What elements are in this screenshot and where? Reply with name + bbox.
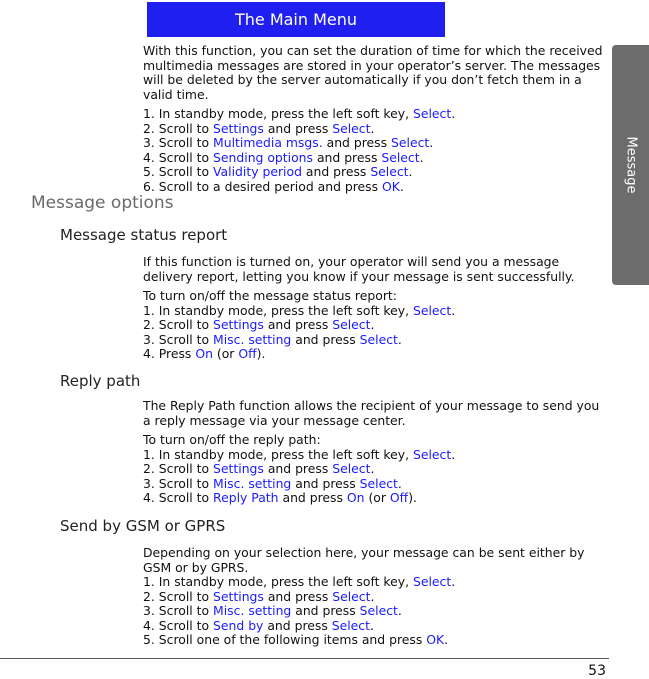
menu-keyword: Misc. setting [213, 331, 292, 347]
send-by-paragraph: Depending on your selection here, your message can be sent either by GSM or by GPRS. [143, 545, 585, 575]
menu-keyword: Select [332, 588, 371, 604]
instruction-step [143, 462, 608, 477]
step-text: 3. Scroll to [143, 475, 214, 491]
validity-block [143, 44, 608, 194]
instruction-step [143, 151, 608, 166]
status-report-intro: To turn on/off the message status report: [143, 288, 397, 303]
step-text: and press [301, 164, 371, 179]
step-text: and press [263, 120, 333, 136]
step-text: 5. Scroll one of the following items and press [143, 632, 427, 647]
step-text: 1. In standby mode, press the left soft key, [143, 446, 413, 462]
instruction-step [143, 165, 608, 180]
menu-keyword: Reply Path [213, 490, 279, 505]
validity-steps [143, 107, 608, 194]
menu-keyword: Select [332, 120, 371, 136]
menu-keyword: Select [381, 149, 420, 165]
step-text: and press [322, 135, 392, 150]
reply-path-heading: Reply path [60, 372, 141, 390]
menu-keyword: OK [382, 178, 400, 194]
menu-keyword: Select [370, 164, 409, 179]
reply-path-intro: To turn on/off the reply path: [143, 432, 321, 447]
step-text: and press [263, 617, 332, 633]
instruction-step [143, 448, 608, 463]
menu-keyword: Select [412, 106, 452, 121]
step-text: (or [364, 490, 390, 505]
menu-keyword: On [346, 490, 365, 505]
instruction-step [143, 136, 608, 151]
menu-keyword: Off [238, 346, 257, 361]
reply-path-paragraph: The Reply Path function allows the recipient of your message to send you a reply message via your message center. [143, 398, 600, 428]
step-text: 2. Scroll to [143, 461, 214, 476]
step-text: 1. In standby mode, press the left soft key, [143, 302, 413, 318]
menu-keyword: OK [426, 632, 445, 647]
menu-keyword: Settings [213, 317, 264, 332]
step-text: 3. Scroll to [143, 331, 214, 347]
instruction-step [143, 477, 608, 492]
step-text: 2. Scroll to [143, 120, 214, 136]
status-report-steps [143, 304, 608, 362]
reply-path-block [143, 399, 608, 506]
step-text: . [370, 120, 375, 136]
step-text: . [444, 632, 449, 647]
step-text: . [370, 588, 375, 604]
section-title: Message options [31, 193, 174, 213]
step-text: . [408, 164, 413, 179]
menu-keyword: Select [359, 331, 398, 347]
status-report-paragraph: If this function is turned on, your operator will send you a message delivery report, letting you know if your message is sent successfully. [143, 254, 575, 284]
menu-keyword: Settings [213, 461, 264, 476]
instruction-step [143, 491, 608, 506]
step-text: . [399, 178, 404, 194]
menu-keyword: On [195, 346, 213, 361]
step-text: 1. In standby mode, press the left soft key, [143, 574, 413, 589]
menu-keyword: Select [332, 461, 371, 476]
step-text: 6. Scroll to a desired period and press [143, 178, 383, 194]
menu-keyword: Misc. setting [213, 603, 292, 618]
step-text: and press [263, 588, 333, 604]
step-text: 3. Scroll to [143, 603, 214, 618]
menu-keyword: Select [412, 446, 452, 462]
step-text: . [451, 446, 456, 462]
instruction-step [143, 590, 608, 605]
instruction-step [143, 304, 608, 319]
step-text: . [397, 331, 402, 347]
page-header-bar [147, 2, 445, 37]
step-text: . [397, 603, 402, 618]
menu-keyword: Select [359, 603, 398, 618]
step-text: . [369, 617, 374, 633]
menu-keyword: Settings [213, 120, 264, 136]
page-number: 53 [588, 663, 606, 679]
step-text: ). [408, 490, 417, 505]
step-text: and press [263, 317, 333, 332]
step-text: 4. Scroll to [143, 149, 214, 165]
menu-keyword: Select [332, 317, 371, 332]
step-text: . [451, 106, 456, 121]
menu-keyword: Validity period [213, 164, 302, 179]
step-text: 3. Scroll to [143, 135, 214, 150]
step-text: 1. In standby mode, press the left soft key, [143, 106, 413, 121]
step-text: ). [256, 346, 266, 361]
instruction-step [143, 333, 608, 348]
step-text: and press [313, 149, 382, 165]
menu-keyword: Select [331, 617, 370, 633]
step-text: . [370, 461, 375, 476]
send-by-heading: Send by GSM or GPRS [60, 517, 226, 535]
step-text: 5. Scroll to [143, 164, 214, 179]
menu-keyword: Multimedia msgs. [213, 135, 323, 150]
menu-keyword: Select [359, 475, 398, 491]
instruction-step [143, 619, 608, 634]
menu-keyword: Select [412, 302, 452, 318]
menu-keyword: Misc. setting [213, 475, 292, 491]
chapter-side-tab-label: Message [623, 136, 638, 194]
step-text: and press [278, 490, 347, 505]
instruction-step [143, 122, 608, 137]
step-text: . [451, 302, 456, 318]
status-report-block [143, 255, 608, 362]
instruction-step [143, 180, 608, 195]
send-by-block [143, 546, 608, 648]
menu-keyword: Send by [213, 617, 264, 633]
page-header-title: The Main Menu [234, 10, 358, 29]
menu-keyword: Settings [213, 588, 264, 604]
menu-keyword: Sending options [213, 149, 313, 165]
instruction-step [143, 318, 608, 333]
step-text: 2. Scroll to [143, 588, 214, 604]
status-report-heading: Message status report [60, 226, 228, 244]
step-text: . [397, 475, 402, 491]
validity-paragraph: With this function, you can set the duration of time for which the received multimedia messages are stored in your operator’s server. The messages will be deleted by the server automatically if you don’t fetch them in a valid time. [143, 43, 603, 102]
step-text: and press [291, 331, 360, 347]
step-text: 4. Scroll to [143, 490, 214, 505]
step-text: . [451, 574, 456, 589]
step-text: . [370, 317, 375, 332]
step-text: 2. Scroll to [143, 317, 214, 332]
step-text: and press [263, 461, 333, 476]
step-text: and press [291, 603, 360, 618]
menu-keyword: Select [391, 135, 430, 150]
instruction-step [143, 604, 608, 619]
step-text: . [429, 135, 434, 150]
footer-divider [0, 658, 609, 659]
instruction-step [143, 633, 608, 648]
reply-path-steps [143, 448, 608, 506]
step-text: 4. Press [143, 346, 196, 361]
step-text: . [419, 149, 424, 165]
instruction-step [143, 107, 608, 122]
step-text: (or [212, 346, 239, 361]
send-by-steps [143, 575, 608, 648]
menu-keyword: Select [412, 574, 452, 589]
chapter-side-tab [612, 45, 649, 285]
step-text: 4. Scroll to [143, 617, 214, 633]
instruction-step [143, 575, 608, 590]
instruction-step [143, 347, 608, 362]
menu-keyword: Off [389, 490, 409, 505]
step-text: and press [291, 475, 360, 491]
